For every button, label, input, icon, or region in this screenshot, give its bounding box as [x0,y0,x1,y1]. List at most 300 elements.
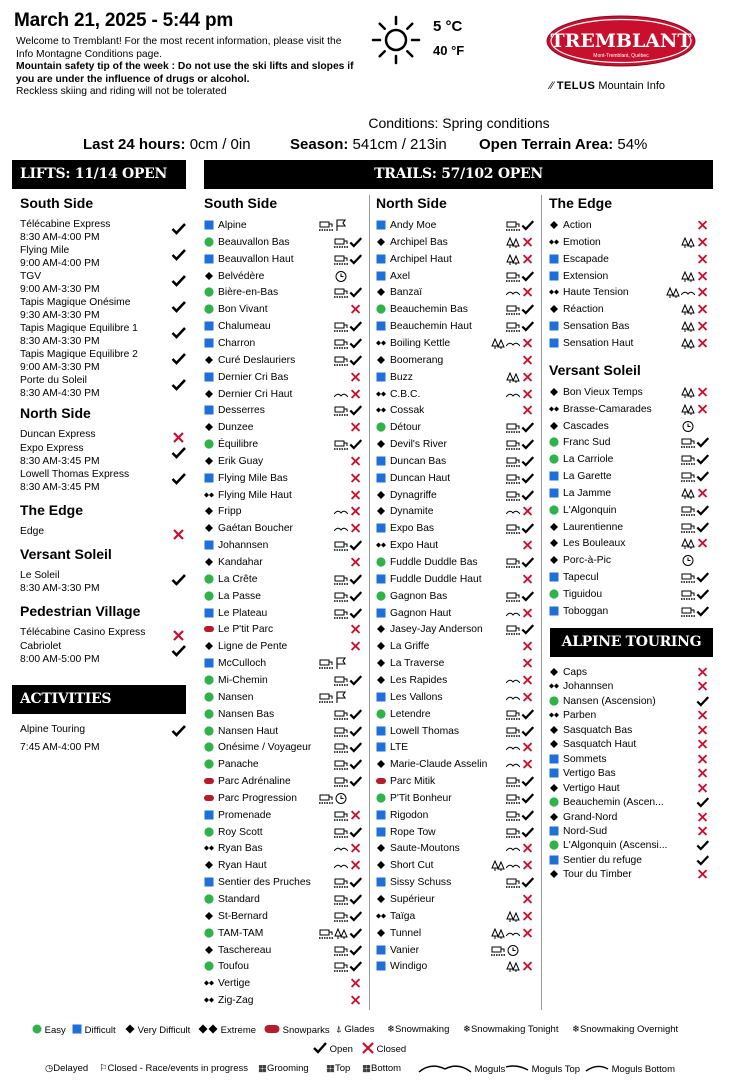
easy-icon [204,439,214,449]
closed-x-icon [521,539,535,552]
lift-name: TGV [20,271,42,282]
glades-icon [506,236,520,249]
closed-x-icon [696,709,710,722]
logo-subtext: Mont-Tremblant, Québec [593,53,649,59]
trail-name: Taïga [390,910,416,922]
open-check-icon [349,320,363,333]
extreme-icon [376,911,386,921]
grooming-icon [334,944,348,957]
lift-hours: 8:30 AM-3:45 PM [20,481,100,493]
lift-item [20,349,138,374]
open-check-icon [521,455,535,468]
race-flag-icon [334,219,348,232]
trail-name: Porc-à-Pic [563,555,612,567]
trail-row [204,942,364,959]
very-difficult-icon [376,287,386,297]
welcome-text: Welcome to Tremblant! For the most recent information, please visit the Info Montagne Conditions page. [16,36,342,60]
grooming-icon [506,725,520,738]
trail-row [376,605,536,622]
sun-icon [370,14,422,66]
lift-name: Duncan Express [20,429,96,440]
trail-name: Banzaï [390,287,423,299]
grooming-icon [334,573,348,586]
trail-name: Panache [218,759,259,771]
trail-row [376,689,536,706]
trail-row [204,840,364,857]
grooming-bottom-icon: ▦ [362,1063,371,1074]
trail-name: Sensation Bas [563,321,630,333]
lift-name: Lowell Thomas Express [20,469,130,480]
trail-name: Nansen [218,691,254,703]
easy-icon [204,591,214,601]
legend-open: Open [313,1042,353,1056]
conditions: Conditions: Spring conditions [368,115,550,131]
alpine-name: Beauchemin (Ascen... [563,797,664,809]
lift-hours: 9:30 AM-3:30 PM [20,309,100,321]
open-check-icon [521,320,535,333]
trail-name: Vanier [390,944,419,956]
difficult-icon [376,810,386,820]
closed-x-icon [696,386,710,399]
grooming-icon [334,253,348,266]
glades-icon [491,927,505,940]
closed-x-icon [171,528,187,542]
extreme-icon [549,287,559,297]
trail-name: Rope Tow [390,826,436,838]
trail-name: Roy Scott [218,826,263,838]
trail-row [376,419,536,436]
trail-name: Beauvallon Bas [218,236,290,248]
very-difficult-icon [549,725,559,735]
open-check-icon [171,222,187,236]
trail-name: Saute-Moutons [390,843,460,855]
trail-name: Haute Tension [563,287,629,299]
grooming-icon [506,556,520,569]
trail-name: Fuddle Duddle Bas [390,557,478,568]
legend-closed: Closed [362,1042,406,1056]
glades-icon: ⍋ [336,1024,342,1035]
open-check-icon [349,337,363,350]
grooming-icon [334,809,348,822]
easy-icon [204,692,214,702]
grooming-icon [334,725,348,738]
clock-icon [681,554,695,567]
header [0,0,730,160]
easy-icon [376,557,386,567]
trail-row [376,739,536,756]
closed-x-icon [521,910,535,923]
trail-name: Windigo [390,961,428,973]
trail-row [376,503,536,520]
open-check-icon [696,436,710,449]
closed-x-icon [696,286,710,299]
trail-name: Boiling Kettle [390,337,451,349]
grooming-icon [506,219,520,232]
trail-row [204,503,364,520]
lift-name: Tapis Magique Equilibre 1 [20,323,138,334]
lift-item [20,375,100,400]
snowflake-overnight-icon: ❄ [572,1024,580,1035]
very-difficult-icon [376,894,386,904]
glades-icon [334,927,348,940]
trail-name: Taschereau [218,944,272,956]
open-check-icon [696,796,710,809]
alpine-row [549,866,711,883]
open-check-icon [521,303,535,316]
open-check-icon [349,607,363,620]
trail-name: Bon Vivant [218,304,268,316]
open-check-icon [696,453,710,466]
closed-x-icon [696,487,710,500]
lift-name: Edge [20,526,45,537]
trail-row [549,284,711,301]
terrain-label: Open Terrain Area: [479,136,614,153]
closed-x-icon [349,859,363,872]
very-difficult-icon [376,759,386,769]
trail-row [204,773,364,790]
trail-name: TAM-TAM [218,927,264,939]
trail-name: Lowell Thomas [390,725,460,737]
open-check-icon [521,522,535,535]
easy-icon [549,505,559,515]
trail-name: St-Bernard [218,910,268,922]
trail-name: Ryan Bas [218,843,263,855]
extreme-icon [376,540,386,550]
moguls-icon [506,859,520,872]
alpine-name: Vertigo Bas [563,768,616,780]
trail-name: Kandahar [218,557,263,568]
temperature-fahrenheit: 40 °F [433,43,465,58]
easy-icon [549,797,559,807]
open-check-icon [696,854,710,867]
grooming-icon [506,623,520,636]
open-check-icon [521,590,535,603]
activity-hours: 7:45 AM-4:00 PM [20,741,100,753]
lift-item [20,627,145,640]
snowflake-tonight-icon: ❄ [463,1024,471,1035]
difficult-icon [376,692,386,702]
trail-name: Laurentienne [563,521,624,533]
trail-name: Andy Moe [390,220,437,231]
lift-hours: 8:30 AM-3:45 PM [20,455,100,467]
telus-sponsor [550,80,665,92]
glades-icon [506,960,520,973]
very-difficult-icon [376,658,386,668]
easy-icon [204,894,214,904]
trail-name: Johannsen [218,540,269,552]
legend-snowmaking-tonight: ❄Snowmaking Tonight [463,1024,559,1035]
trail-name: Promenade [218,809,272,821]
activity-name: Alpine Touring [20,724,86,735]
easy-icon [549,589,559,599]
closed-x-icon [696,270,710,283]
difficult-icon [376,321,386,331]
trail-name: Détour [390,422,421,434]
trail-row [376,706,536,723]
closed-x-icon [349,556,363,569]
open-check-icon [349,708,363,721]
trail-name: Fuddle Duddle Haut [390,573,482,585]
open-check-icon [171,644,187,658]
trail-row [376,672,536,689]
open-check-icon [349,741,363,754]
trail-row [376,891,536,908]
lift-name: Tapis Magique Onésime [20,297,131,308]
difficult-icon [376,742,386,752]
grooming-icon [334,404,348,417]
trail-row [204,571,364,588]
trail-row [204,689,364,706]
trail-name: Sissy Schuss [390,877,452,889]
trail-name: Supérieur [390,894,435,905]
difficult-icon [204,321,214,331]
alpine-name: Sentier du refuge [563,854,642,866]
legend-bottom: ▦Bottom [362,1063,402,1074]
snowpark-icon [376,776,386,786]
legend-very-difficult: Very Difficult [125,1024,190,1037]
grooming-icon [334,354,348,367]
trail-row [376,790,536,807]
trail-name: La Passe [218,590,261,602]
very-difficult-icon [549,739,559,749]
grooming-icon [334,320,348,333]
trail-row [376,537,536,554]
closed-x-icon [349,842,363,855]
trail-name: Les Vallons [390,691,443,703]
grooming-icon [506,472,520,485]
alpine-name: Nord-Sud [563,825,608,837]
last24-label: Last 24 hours: [83,136,186,153]
open-check-icon [349,236,363,249]
difficult-icon [376,945,386,955]
closed-x-icon [349,303,363,316]
moguls-icon [681,286,695,299]
easy-icon [549,840,559,850]
trail-name: Le P'tit Parc [218,624,274,636]
lift-item [20,443,100,468]
closed-x-icon [696,219,710,232]
trail-row [376,335,536,352]
open-check-icon [521,876,535,889]
trail-row [204,925,364,942]
difficult-icon [376,608,386,618]
difficult-icon [549,338,559,348]
lift-item [20,297,130,322]
easy-icon [376,422,386,432]
very-difficult-icon [376,506,386,516]
closed-x-icon [521,573,535,586]
terrain-value: 54% [617,136,648,153]
easy-icon [549,437,559,447]
trail-name: Sentier des Pruches [218,877,311,889]
season-value: 541cm / 213in [352,136,447,153]
trail-row [376,318,536,335]
trail-row [204,369,364,386]
lift-section-title: North Side [20,405,91,421]
closed-x-icon [349,623,363,636]
alpine-name: L'Algonquin (Ascensi... [563,840,668,852]
open-check-icon [521,489,535,502]
trail-row [376,655,536,672]
closed-x-icon [521,859,535,872]
open-check-icon [349,674,363,687]
race-flag-icon [334,691,348,704]
easy-icon [204,304,214,314]
trail-row [204,790,364,807]
trail-name: Cossak [390,405,425,417]
closed-x-icon [521,960,535,973]
open-check-icon [171,573,187,587]
closed-x-icon [349,371,363,384]
extreme-icon [376,405,386,415]
grooming-icon [334,590,348,603]
very-difficult-icon [204,389,214,399]
easy-icon [204,287,214,297]
trail-row [376,352,536,369]
grooming-icon [319,792,333,805]
grooming-icon [334,876,348,889]
trail-name: Rigodon [390,809,429,821]
grooming-icon [334,741,348,754]
flag-icon: ⚐ [99,1063,108,1074]
glades-icon [681,270,695,283]
open-check-icon [171,248,187,262]
legend [0,1018,730,1085]
trail-name: Curé Deslauriers [218,354,296,366]
moguls-icon [506,607,520,620]
lifts-header: LIFTS: 11/14 OPEN [12,160,186,189]
legend-glades: ⍋ Glades [336,1024,375,1035]
legend-easy: Easy [32,1024,66,1037]
trail-name: Erik Guay [218,455,264,467]
logo-text: TREMBLANT [550,30,692,52]
grooming-icon [506,522,520,535]
open-check-icon [521,438,535,451]
trail-row [204,655,364,672]
trail-row [204,874,364,891]
trail-name: Beauvallon Haut [218,253,294,265]
difficult-icon [549,488,559,498]
trail-row [376,756,536,773]
trail-row [204,251,364,268]
lift-name: Tapis Magique Equilibre 2 [20,349,138,360]
snowpark-icon [204,624,214,634]
lift-name: Télécabine Express [20,219,111,230]
difficult-icon [204,658,214,668]
easy-icon [204,827,214,837]
very-difficult-icon [376,624,386,634]
closed-x-icon [349,455,363,468]
legend-difficult: Difficult [72,1024,116,1037]
very-difficult-icon [549,220,559,230]
intro-text [16,36,361,99]
easy-icon [204,726,214,736]
difficult-icon [549,271,559,281]
trail-row [549,586,711,603]
trail-row [204,975,364,992]
open-check-icon [171,446,187,460]
lift-item [20,526,44,539]
trail-section-title: Versant Soleil [549,361,641,378]
trail-row [376,301,536,318]
trail-name: Sensation Haut [563,337,634,349]
closed-x-icon [696,403,710,416]
open-check-icon [349,944,363,957]
trail-row [376,470,536,487]
very-difficult-icon [204,456,214,466]
trail-name: Nansen Bas [218,708,275,720]
trail-row [376,588,536,605]
trail-row [549,217,711,234]
report-date: March 21, 2025 - 5:44 pm [14,10,234,31]
extreme-icon [549,404,559,414]
trail-row [549,485,711,502]
glades-icon [681,303,695,316]
trail-name: Dernier Cri Haut [218,388,293,400]
closed-x-icon [349,421,363,434]
alpine-name: Caps [563,667,588,678]
lift-hours: 8:30 AM-4:00 PM [20,231,100,243]
glades-icon [491,337,505,350]
trail-name: Archipel Haut [390,253,452,265]
lift-item [20,245,100,270]
closed-x-icon [521,741,535,754]
column-divider [369,195,370,1010]
legend-race: ⚐Closed - Race/events in progress [99,1063,248,1074]
trail-name: Axel [390,270,411,282]
open-check-icon [521,270,535,283]
trail-row [549,502,711,519]
glades-icon [506,910,520,923]
trail-name: Boomerang [390,354,444,366]
grooming-icon [681,453,695,466]
closed-x-icon [521,286,535,299]
trail-row [204,487,364,504]
lift-name: Expo Express [20,443,84,454]
legend-snowmaking: ❄Snowmaking [387,1024,450,1035]
grooming-icon [491,944,505,957]
trail-name: Escapade [563,253,609,265]
lift-name: Flying Mile [20,245,70,256]
lift-name: Cabriolet [20,641,62,652]
open-check-icon [696,521,710,534]
clock-icon: ◷ [45,1063,54,1074]
moguls-icon [506,505,520,518]
legend-moguls-bottom: Moguls Bottom [585,1063,675,1076]
open-check-icon [349,927,363,940]
very-difficult-icon [549,555,559,565]
extreme-icon [204,843,214,853]
difficult-icon [549,254,559,264]
alpine-name: Sasquatch Bas [563,724,633,736]
trail-name: Parc Adrénaline [218,776,291,788]
difficult-icon [376,961,386,971]
difficult-icon [376,254,386,264]
moguls-icon [418,1063,472,1073]
trail-name: Les Bouleaux [563,538,626,550]
difficult-icon [549,572,559,582]
grooming-icon [319,927,333,940]
lift-section-title: Versant Soleil [20,546,112,562]
very-difficult-icon [549,812,559,822]
grooming-icon [334,708,348,721]
trail-row [204,268,364,285]
moguls-icon [506,337,520,350]
trail-name: Fripp [218,506,242,518]
trail-row [204,723,364,740]
easy-icon [204,961,214,971]
trail-name: LTE [390,742,409,754]
